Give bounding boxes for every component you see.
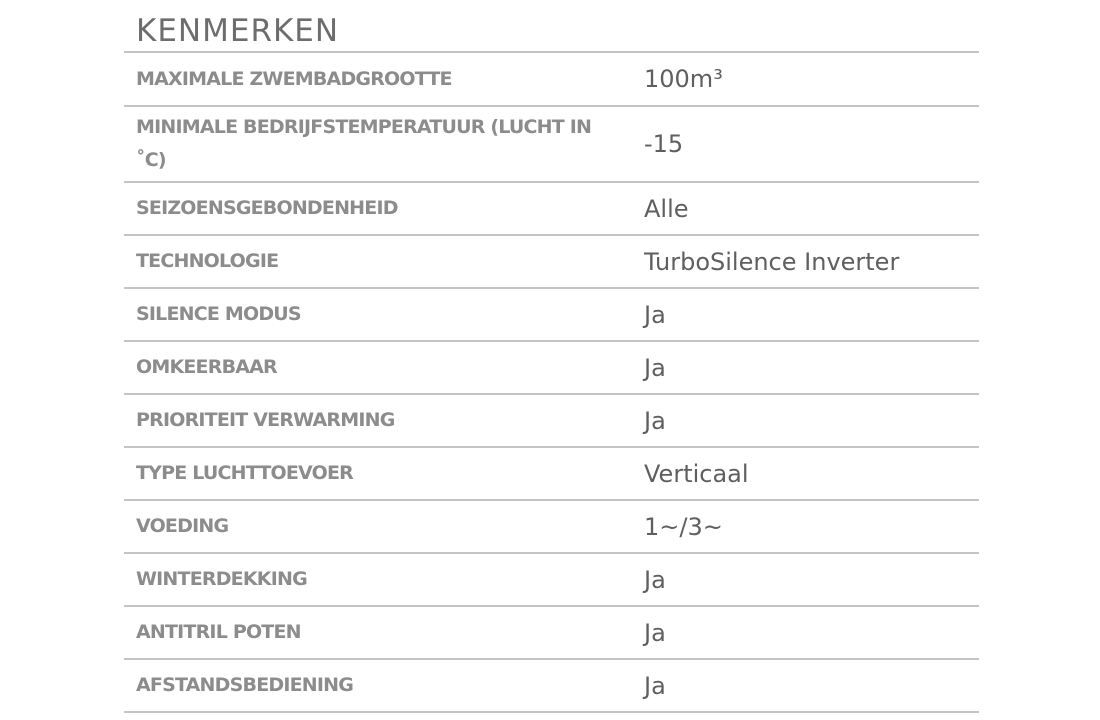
spec-label: MINIMALE BEDRIJFSTEMPERATUUR (LUCHT IN ˚C) bbox=[136, 116, 592, 171]
spec-value: Ja bbox=[644, 565, 666, 594]
spec-value: Verticaal bbox=[644, 459, 749, 488]
spec-row-seasonality bbox=[124, 182, 979, 235]
spec-label: SEIZOENSGEBONDENHEID bbox=[136, 197, 398, 219]
spec-label: AFSTANDSBEDIENING bbox=[136, 674, 354, 696]
spec-label: WINTERDEKKING bbox=[136, 568, 307, 590]
spec-value: Ja bbox=[644, 300, 666, 329]
spec-value: Ja bbox=[644, 618, 666, 647]
spec-row-max-pool-size bbox=[124, 53, 979, 106]
spec-row-min-operating-temperature bbox=[124, 106, 979, 182]
spec-row-silence-mode bbox=[124, 288, 979, 341]
spec-value: 1~/3~ bbox=[644, 512, 723, 541]
specifications-section bbox=[124, 0, 979, 713]
spec-row-anti-vibration-feet bbox=[124, 606, 979, 659]
specifications-table bbox=[124, 53, 979, 713]
spec-row-heating-priority bbox=[124, 394, 979, 447]
section-title: KENMERKEN bbox=[124, 0, 979, 53]
spec-row-reversible bbox=[124, 341, 979, 394]
spec-value: Ja bbox=[644, 406, 666, 435]
spec-row-winter-cover bbox=[124, 553, 979, 606]
spec-label: ANTITRIL POTEN bbox=[136, 621, 301, 643]
spec-value: -15 bbox=[644, 130, 684, 158]
spec-row-power-supply bbox=[124, 500, 979, 553]
spec-label: SILENCE MODUS bbox=[136, 303, 301, 325]
spec-label: TECHNOLOGIE bbox=[136, 250, 279, 272]
spec-row-remote-control bbox=[124, 659, 979, 712]
spec-label: VOEDING bbox=[136, 515, 229, 537]
spec-row-air-supply-type bbox=[124, 447, 979, 500]
spec-value: Ja bbox=[644, 671, 666, 700]
spec-label: PRIORITEIT VERWARMING bbox=[136, 409, 395, 431]
spec-value: Ja bbox=[644, 353, 666, 382]
spec-label: MAXIMALE ZWEMBADGROOTTE bbox=[136, 67, 452, 90]
spec-value: Alle bbox=[644, 194, 689, 223]
spec-value: 100m³ bbox=[644, 65, 723, 93]
spec-label: OMKEERBAAR bbox=[136, 356, 277, 378]
spec-row-technology bbox=[124, 235, 979, 288]
spec-label: TYPE LUCHTTOEVOER bbox=[136, 462, 353, 484]
spec-value: TurboSilence Inverter bbox=[644, 247, 900, 276]
